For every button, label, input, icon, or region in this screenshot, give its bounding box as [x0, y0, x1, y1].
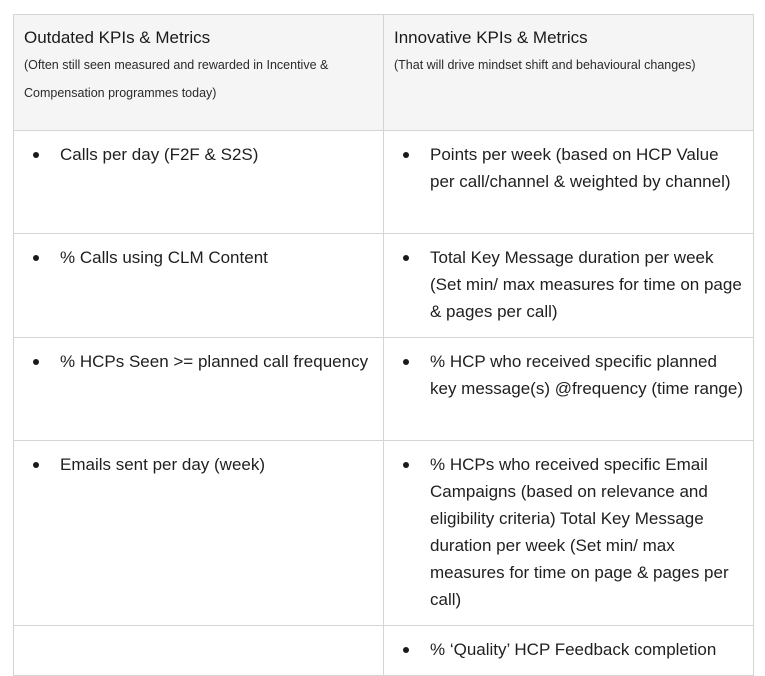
outdated-cell — [14, 131, 384, 234]
header-innovative-subtitle: (That will drive mindset shift and behavioural changes) — [394, 58, 696, 72]
list-item — [430, 451, 743, 613]
outdated-kpi-text: Calls per day (F2F & S2S) — [60, 145, 259, 164]
table-header-row — [14, 15, 754, 131]
table-row — [14, 338, 754, 441]
innovative-kpi-text: % ‘Quality’ HCP Feedback completion — [430, 640, 717, 659]
outdated-kpi-text: Emails sent per day (week) — [60, 455, 266, 474]
outdated-cell — [14, 234, 384, 338]
list-item — [430, 141, 743, 195]
list-item — [60, 141, 373, 168]
list-item — [60, 451, 373, 478]
innovative-cell — [384, 338, 754, 441]
header-outdated-subtitle: (Often still seen measured and rewarded in Incentive & Compensation programmes today) — [24, 58, 329, 100]
list-item — [430, 636, 743, 663]
table-row — [14, 626, 754, 676]
innovative-kpi-text: % HCP who received specific planned key message(s) @frequency (time range) — [430, 352, 743, 398]
innovative-kpi-text: % HCPs who received specific Email Campaigns (based on relevance and eligibility criteria) Total Key Message duration per week (Set min/ max measures for time on page & pages per call) — [430, 455, 729, 609]
innovative-cell — [384, 131, 754, 234]
header-innovative — [384, 15, 754, 131]
table-row — [14, 441, 754, 626]
bullet-icon — [403, 359, 409, 365]
header-innovative-title: Innovative KPIs & Metrics — [394, 28, 588, 47]
header-outdated-title: Outdated KPIs & Metrics — [24, 28, 211, 47]
header-outdated — [14, 15, 384, 131]
bullet-icon — [403, 462, 409, 468]
kpi-comparison-table — [13, 14, 754, 676]
list-item — [430, 348, 743, 402]
innovative-cell — [384, 441, 754, 626]
bullet-icon — [33, 359, 39, 365]
list-item — [60, 244, 373, 271]
innovative-cell — [384, 626, 754, 676]
outdated-kpi-text: % Calls using CLM Content — [60, 248, 268, 267]
outdated-cell — [14, 338, 384, 441]
table-row — [14, 234, 754, 338]
outdated-cell — [14, 441, 384, 626]
innovative-cell — [384, 234, 754, 338]
bullet-icon — [403, 255, 409, 261]
list-item — [430, 244, 743, 325]
outdated-cell-empty — [14, 626, 384, 676]
outdated-kpi-text: % HCPs Seen >= planned call frequency — [60, 352, 369, 371]
bullet-icon — [33, 462, 39, 468]
innovative-kpi-text: Total Key Message duration per week (Set min/ max measures for time on page & pages per call) — [430, 248, 742, 321]
list-item — [60, 348, 373, 375]
bullet-icon — [33, 152, 39, 158]
bullet-icon — [403, 152, 409, 158]
table-row — [14, 131, 754, 234]
innovative-kpi-text: Points per week (based on HCP Value per call/channel & weighted by channel) — [430, 145, 731, 191]
bullet-icon — [403, 647, 409, 653]
bullet-icon — [33, 255, 39, 261]
